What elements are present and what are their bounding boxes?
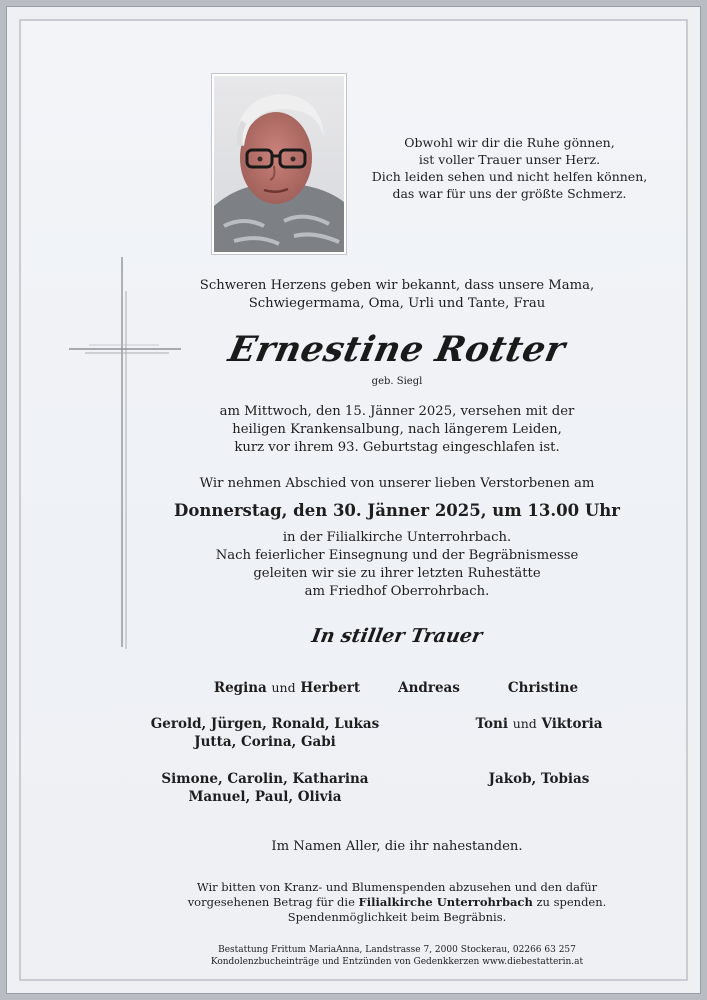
mourner-name: Herbert <box>300 680 361 696</box>
mourner-line: Jutta, Corina, Gabi <box>194 734 336 750</box>
funeral-date: Donnerstag, den 30. Jänner 2025, um 13.00 Uhr <box>174 501 620 520</box>
death-notice-line: am Mittwoch, den 15. Jänner 2025, versehen mit der <box>219 404 575 419</box>
mourner-group-simone <box>135 770 395 806</box>
portrait-photo <box>211 73 347 255</box>
death-notice-line: kurz vor ihrem 93. Geburtstag eingeschlafen ist. <box>234 440 560 455</box>
poem-line: Obwohl wir dir die Ruhe gönnen, <box>404 135 615 150</box>
poem <box>367 134 652 202</box>
death-notice <box>147 403 647 457</box>
und-word: und <box>512 716 537 731</box>
mourner-name: Regina <box>213 680 267 696</box>
funeral-details-line: Nach feierlicher Einsegnung und der Begräbnismesse <box>215 548 579 563</box>
footer-line: Bestattung Frittum MariaAnna, Landstrasse 7, 2000 Stockerau, 02266 63 257 <box>218 945 576 955</box>
obituary-card <box>6 6 701 994</box>
donation-text: vorgesehenen Betrag für die <box>187 895 355 909</box>
intro-line: Schwiegermama, Oma, Urli und Tante, Frau <box>248 296 546 311</box>
mourner-line: Manuel, Paul, Olivia <box>188 789 342 805</box>
mourner-group-gerold <box>135 715 395 751</box>
donation-church: Filialkirche Unterrohrbach <box>358 895 533 909</box>
intro-text <box>147 277 647 313</box>
und-word: und <box>271 680 296 695</box>
intro-line: Schweren Herzens geben wir bekannt, dass unsere Mama, <box>199 278 595 293</box>
poem-line: Dich leiden sehen und nicht helfen können, <box>371 169 648 184</box>
donation-line: Spendenmöglichkeit beim Begräbnis. <box>287 910 507 924</box>
death-notice-line: heiligen Krankensalbung, nach längerem Leiden, <box>232 422 562 437</box>
closing-line: Im Namen Aller, die ihr nahestanden. <box>271 839 523 854</box>
birth-name: geb. Siegl <box>371 376 423 387</box>
poem-line: das war für uns der größte Schmerz. <box>392 186 627 201</box>
mourner-line: Gerold, Jürgen, Ronald, Lukas <box>150 716 380 732</box>
funeral-details-line: am Friedhof Oberrohrbach. <box>304 584 490 599</box>
mourner-christine: Christine <box>507 680 579 696</box>
footer-line: Kondolenzbucheinträge und Entzünden von Gedenkkerzen www.diebestatterin.at <box>210 957 584 967</box>
funeral-details <box>147 529 647 601</box>
donation-text: zu spenden. <box>536 895 607 909</box>
mourner-name: Toni <box>475 716 508 732</box>
mourner-name: Viktoria <box>541 716 603 732</box>
mourning-heading: In stiller Trauer <box>309 625 485 647</box>
farewell-intro: Wir nehmen Abschied von unserer lieben Verstorbenen am <box>199 476 595 491</box>
mourner-jakob-tobias: Jakob, Tobias <box>488 771 590 787</box>
mourner-toni-viktoria <box>409 715 669 733</box>
funeral-details-line: in der Filialkirche Unterrohrbach. <box>282 530 512 545</box>
mourner-andreas: Andreas <box>398 680 460 696</box>
footer <box>147 944 647 968</box>
mourner-line: Simone, Carolin, Katharina <box>161 771 369 787</box>
donation-line <box>147 895 647 910</box>
poem-line: ist voller Trauer unser Herz. <box>418 152 601 167</box>
funeral-details-line: geleiten wir sie zu ihrer letzten Ruhestätte <box>253 566 541 581</box>
donation-note <box>147 880 647 925</box>
donation-line: Wir bitten von Kranz- und Blumenspenden abzusehen und den dafür <box>196 880 598 894</box>
deceased-name: Ernestine Rotter <box>224 329 570 370</box>
